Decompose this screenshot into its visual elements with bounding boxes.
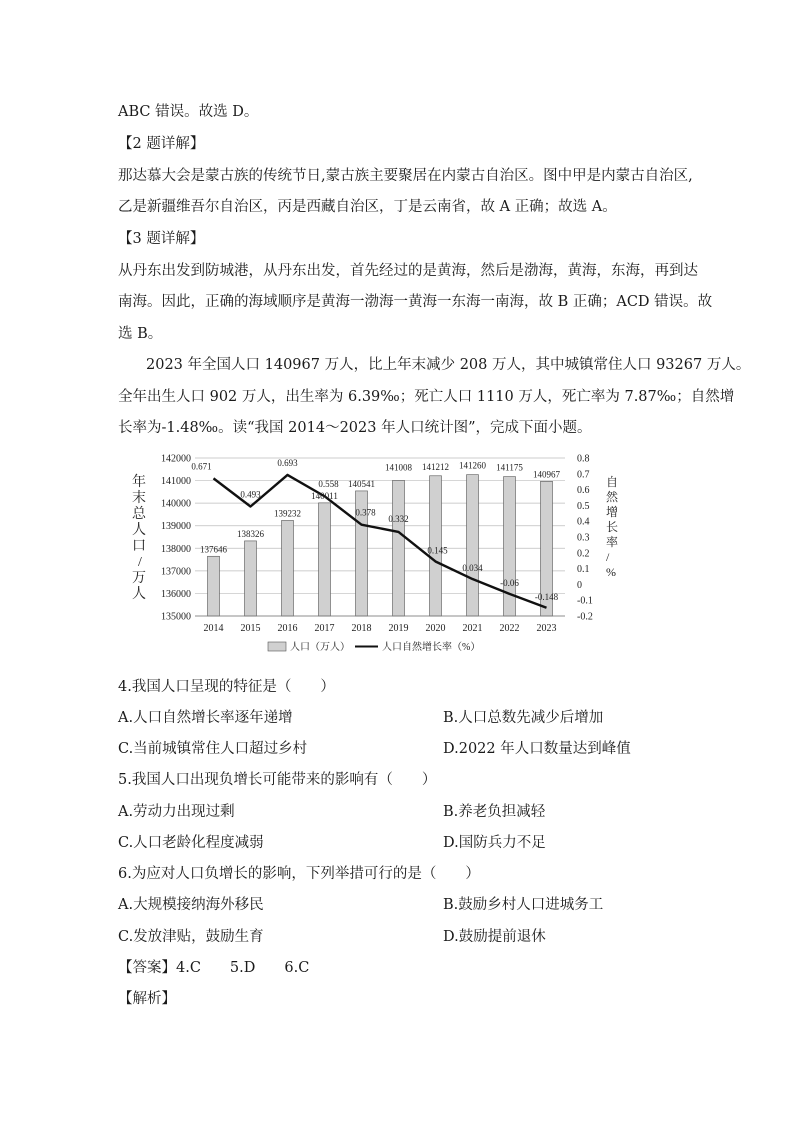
q5-option-a[interactable]: A.劳动力出现过剩	[118, 804, 235, 820]
growth-rate-line	[214, 475, 547, 608]
bar-data-label: 139232	[274, 508, 301, 519]
q6-option-a[interactable]: A.大规模接纳海外移民	[118, 897, 264, 913]
bar-data-label: 141260	[459, 460, 486, 471]
population-bar	[245, 541, 257, 616]
stem-line-1: 2023 年全国人口 140967 万人，比上年末减少 208 万人，其中城镇常住人口 93267 万人。	[146, 357, 751, 373]
bar-data-label: 141212	[422, 461, 449, 472]
population-bar	[282, 520, 294, 616]
q3-heading: 【3 题详解】	[118, 231, 205, 247]
line-data-label: 0.558	[318, 479, 339, 490]
y-right-axis-title: 自然增长率/ %	[606, 475, 619, 579]
q5-option-d[interactable]: D.国防兵力不足	[443, 835, 546, 851]
y-left-tick-label: 142000	[161, 453, 191, 465]
x-tick-label: 2023	[536, 623, 557, 634]
y-right-tick-label: -0.2	[577, 611, 593, 623]
bar-data-label: 141175	[496, 462, 523, 473]
legend-line-label: 人口自然增长率（%）	[382, 642, 481, 653]
line-data-label: 0.034	[462, 563, 483, 574]
bar-data-label: 138326	[237, 528, 264, 539]
question-6: 6.为应对人口负增长的影响，下列举措可行的是（ ）	[118, 866, 480, 882]
q2-heading: 【2 题详解】	[118, 136, 205, 152]
answer-line: 【答案】4.C 5.D 6.C	[118, 960, 310, 976]
x-tick-label: 2022	[499, 623, 520, 634]
x-tick-label: 2018	[351, 623, 372, 634]
population-chart-svg	[120, 446, 680, 666]
x-tick-label: 2020	[425, 623, 446, 634]
bar-data-label: 140541	[348, 478, 375, 489]
y-left-tick-label: 137000	[161, 566, 191, 578]
population-bar	[208, 556, 220, 616]
y-right-tick-label: 0.2	[577, 548, 590, 560]
line-data-label: 0.145	[427, 545, 448, 556]
x-tick-label: 2019	[388, 623, 409, 634]
y-right-tick-label: 0.5	[577, 500, 590, 512]
q2-explanation-line-2: 乙是新疆维吾尔自治区，丙是西藏自治区，丁是云南省，故 A 正确；故选 A。	[118, 199, 617, 215]
q5-option-b[interactable]: B.养老负担减轻	[443, 804, 546, 820]
line-data-label: 0.693	[277, 457, 298, 468]
y-right-tick-label: 0.7	[577, 469, 590, 481]
q6-option-d[interactable]: D.鼓励提前退休	[443, 929, 546, 945]
y-right-tick-label: 0.8	[577, 453, 590, 465]
q3-explanation-line-3: 选 B。	[118, 326, 163, 342]
q4-option-d[interactable]: D.2022 年人口数量达到峰值	[443, 741, 631, 757]
bar-data-label: 137646	[200, 544, 227, 555]
line-data-label: -0.06	[500, 577, 519, 588]
population-chart	[120, 446, 680, 666]
y-right-tick-label: 0	[577, 579, 582, 591]
y-left-axis-title: 年末总人口/万人	[132, 475, 146, 602]
prev-answer-line: ABC 错误。故选 D。	[118, 104, 259, 120]
y-left-tick-label: 141000	[161, 476, 191, 488]
legend-bar-label: 人口（万人）	[290, 642, 350, 653]
y-right-tick-label: 0.3	[577, 532, 590, 544]
x-tick-label: 2021	[462, 623, 483, 634]
q2-explanation-line-1: 那达慕大会是蒙古族的传统节日,蒙古族主要聚居在内蒙古自治区。图中甲是内蒙古自治区,	[118, 168, 693, 184]
question-5: 5.我国人口出现负增长可能带来的影响有（ ）	[118, 772, 437, 788]
q5-option-c[interactable]: C.人口老龄化程度减弱	[118, 835, 264, 851]
y-left-tick-label: 136000	[161, 588, 191, 600]
y-left-tick-label: 140000	[161, 498, 191, 510]
q6-option-b[interactable]: B.鼓励乡村人口进城务工	[443, 897, 604, 913]
x-tick-label: 2017	[314, 623, 335, 634]
line-data-label: 0.378	[355, 507, 376, 518]
question-4: 4.我国人口呈现的特征是（ ）	[118, 679, 335, 695]
bar-data-label: 140967	[533, 469, 560, 480]
stem-line-2: 全年出生人口 902 万人，出生率为 6.39‰；死亡人口 1110 万人，死亡率为 7.87‰；自然增	[118, 389, 735, 405]
q4-option-c[interactable]: C.当前城镇常住人口超过乡村	[118, 741, 308, 757]
bar-data-label: 141008	[385, 462, 412, 473]
x-tick-label: 2016	[277, 623, 298, 634]
legend-bar-swatch	[268, 642, 286, 651]
line-data-label: 0.332	[388, 513, 409, 524]
y-right-tick-label: 0.6	[577, 485, 590, 497]
y-right-tick-label: 0.4	[577, 516, 590, 528]
q3-explanation-line-2: 南海。因此，正确的海域顺序是黄海一渤海一黄海一东海一南海，故 B 正确；ACD 错误。故	[118, 294, 713, 310]
population-bar	[319, 503, 331, 616]
x-tick-label: 2015	[240, 623, 261, 634]
y-left-tick-label: 135000	[161, 611, 191, 623]
analysis-heading: 【解析】	[118, 991, 176, 1007]
y-right-tick-label: 0.1	[577, 564, 590, 576]
y-left-tick-label: 139000	[161, 521, 191, 533]
line-data-label: 0.493	[240, 489, 261, 500]
x-tick-label: 2014	[203, 623, 224, 634]
q4-option-a[interactable]: A.人口自然增长率逐年递增	[118, 710, 293, 726]
line-data-label: 0.671	[191, 461, 212, 472]
q6-option-c[interactable]: C.发放津贴，鼓励生育	[118, 929, 264, 945]
stem-line-3: 长率为-1.48‰。读“我国 2014～2023 年人口统计图”，完成下面小题。	[118, 420, 592, 436]
bar-data-label: 140011	[311, 490, 338, 501]
y-right-tick-label: -0.1	[577, 595, 593, 607]
population-bar	[393, 480, 405, 616]
y-left-tick-label: 138000	[161, 543, 191, 555]
q3-explanation-line-1: 从丹东出发到防城港，从丹东出发，首先经过的是黄海，然后是渤海，黄海，东海，再到达	[118, 263, 698, 279]
population-bar	[467, 475, 479, 616]
q4-option-b[interactable]: B.人口总数先减少后增加	[443, 710, 604, 726]
line-data-label: -0.148	[534, 591, 559, 602]
